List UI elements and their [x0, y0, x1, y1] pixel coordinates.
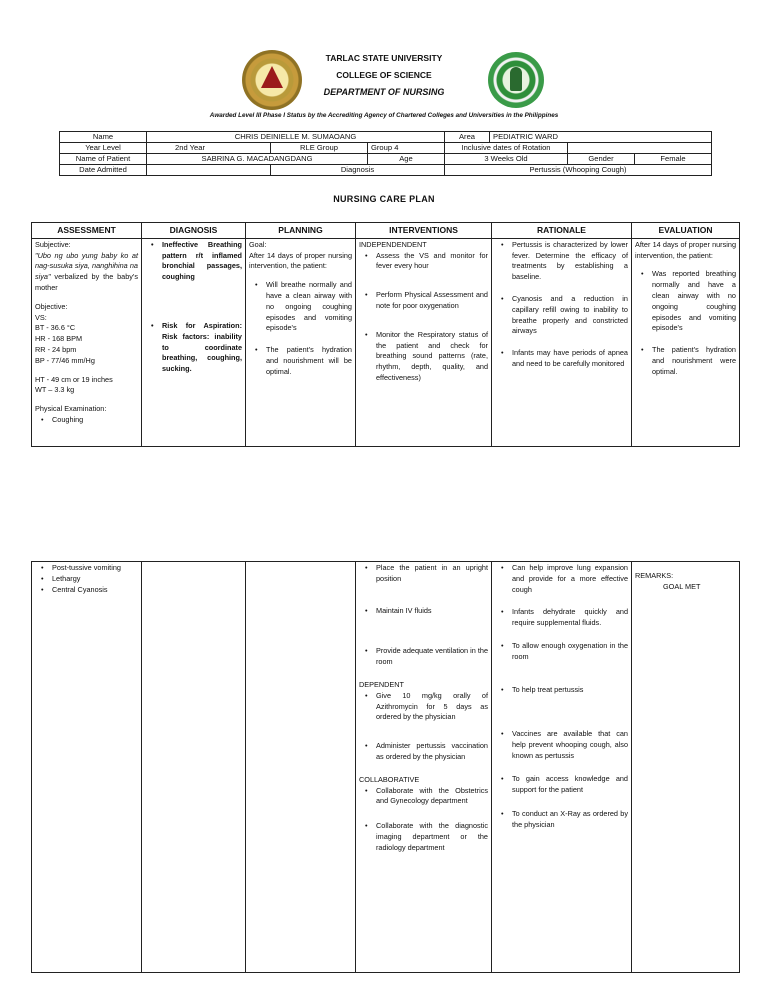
col-planning: PLANNING	[246, 223, 356, 239]
intervention-item: • Place the patient in an upright position	[376, 563, 488, 585]
vital-hr: HR - 168 BPM	[35, 334, 83, 344]
vital-bp: BP - 77/46 mm/Hg	[35, 355, 95, 365]
goal-text: After 14 days of proper nursing intervention, the patient:	[249, 250, 352, 271]
planning-cell	[246, 238, 356, 446]
care-plan-table-page2	[31, 561, 740, 973]
rationale-cell	[492, 238, 632, 446]
remarks-label: REMARKS:	[635, 571, 674, 580]
rationale-item: • To conduct an X-Ray as ordered by the physician	[512, 809, 628, 831]
evaluation-cell	[632, 238, 740, 446]
independent-heading: INDEPENDENDENT	[359, 239, 427, 249]
intervention-item: • Monitor the Respiratory status of the patient and check for breathing sound patterns (rate, rhythm, depth, quality, and effectiveness)	[376, 330, 488, 384]
assessment-item: • Central Cyanosis	[52, 585, 138, 596]
interventions-cell	[356, 238, 492, 446]
admitted-value	[147, 165, 271, 176]
intervention-item: • Give 10 mg/kg orally of Azithromycin for 5 days as ordered by the physician	[376, 691, 488, 723]
year-label: Year Level	[60, 143, 147, 154]
dependent-heading: DEPENDENT	[359, 679, 405, 689]
plan-title: NURSING CARE PLAN	[333, 194, 435, 204]
pe-item: • Coughing	[52, 415, 138, 426]
gender-label: Gender	[568, 154, 635, 165]
rle-label: RLE Group	[271, 143, 368, 154]
assessment-item: • Lethargy	[52, 574, 138, 585]
assessment-cell	[32, 238, 142, 446]
subjective-label: Subjective:	[35, 239, 71, 249]
name-label: Name	[60, 132, 147, 143]
intervention-item: • Collaborate with the diagnostic imaging department or the radiology department	[376, 821, 488, 853]
vital-bt: BT - 36.6 °C	[35, 323, 76, 333]
age-label: Age	[368, 154, 445, 165]
intervention-item: • Provide adequate ventilation in the room	[376, 646, 488, 668]
measure-wt: WT – 3.3 kg	[35, 385, 75, 395]
col-assessment: ASSESSMENT	[32, 223, 142, 239]
intervention-item: • Assess the VS and monitor for fever every hour	[376, 251, 488, 273]
care-plan-table-page1	[31, 222, 740, 447]
vital-rr: RR - 24 bpm	[35, 344, 77, 354]
diagnosis-value: Pertussis (Whooping Cough)	[445, 165, 712, 176]
rationale-item: • Can help improve lung expansion and provide for a more effective cough	[512, 563, 628, 595]
year-value: 2nd Year	[147, 143, 271, 154]
goal-label: Goal:	[249, 239, 267, 249]
evaluation-text: After 14 days of proper nursing intervention, the patient:	[635, 239, 736, 260]
collaborative-heading: COLLABORATIVE	[359, 774, 420, 784]
objective-label: Objective:	[35, 301, 68, 311]
assessment-cell-cont	[32, 562, 142, 973]
remarks-value: GOAL MET	[663, 581, 701, 591]
diagnosis-label: Diagnosis	[271, 165, 445, 176]
student-info-table	[59, 131, 712, 176]
university-name: TARLAC STATE UNIVERSITY	[325, 53, 443, 63]
col-rationale: RATIONALE	[492, 223, 632, 239]
planning-item: • The patient's hydration and nourishment will be optimal.	[266, 345, 352, 377]
patient-label: Name of Patient	[60, 154, 147, 165]
rationale-item: • Infants dehydrate quickly and require supplemental fluids.	[512, 607, 628, 629]
college-name: COLLEGE OF SCIENCE	[336, 70, 432, 80]
rotation-value	[568, 143, 712, 154]
subjective-rest: verbalized by the baby's mother	[35, 272, 138, 292]
rationale-item: • Infants may have periods of apnea and need to be carefully monitored	[512, 348, 628, 370]
area-value: PEDIATRIC WARD	[490, 132, 712, 143]
interventions-cell-cont	[356, 562, 492, 973]
diagnosis-cell	[142, 238, 246, 446]
evaluation-item: • Was reported breathing normally and have a clean airway with no ongoing coughing episodes and vomiting episode's	[652, 269, 736, 334]
rationale-item: • Vaccines are available that can help prevent whooping cough, also known as pertussis	[512, 729, 628, 761]
diagnosis-cell-cont	[142, 562, 246, 973]
assessment-item: • Post-tussive vomiting	[52, 563, 138, 574]
measure-ht: HT - 49 cm or 19 inches	[35, 374, 113, 384]
col-interventions: INTERVENTIONS	[356, 223, 492, 239]
admitted-label: Date Admitted	[60, 165, 147, 176]
diagnosis-item: • Ineffective Breathing pattern r/t inflamed bronchial passages, coughing	[162, 240, 242, 283]
rationale-item: • To gain access knowledge and support for the patient	[512, 774, 628, 796]
intervention-item: • Perform Physical Assessment and note for poor oxygenation	[376, 290, 488, 312]
rationale-item: • To help treat pertussis	[512, 685, 628, 696]
planning-cell-cont	[246, 562, 356, 973]
rationale-item: • Cyanosis and a reduction in capillary refill owing to inability to breathe properly and constricted airways	[512, 294, 628, 337]
department-name: DEPARTMENT OF NURSING	[323, 87, 445, 97]
intervention-item: • Collaborate with the Obstetrics and Gynecology department	[376, 786, 488, 808]
name-value: CHRIS DEINIELLE M. SUMAOANG	[147, 132, 445, 143]
subjective-quote: "Ubo ng ubo yung baby ko at nag-susuka siya, nanghihina na siya"	[35, 250, 138, 282]
vs-label: VS:	[35, 312, 47, 322]
intervention-item: • Administer pertussis vaccination as ordered by the physician	[376, 741, 488, 763]
intervention-item: • Maintain IV fluids	[376, 606, 488, 617]
rationale-item: • To allow enough oxygenation in the room	[512, 641, 628, 663]
patient-value: SABRINA G. MACADANGDANG	[147, 154, 368, 165]
evaluation-cell-cont	[632, 562, 740, 973]
col-diagnosis: DIAGNOSIS	[142, 223, 246, 239]
rle-value: Group 4	[368, 143, 445, 154]
area-label: Area	[445, 132, 490, 143]
diagnosis-item: • Risk for Aspiration: Risk factors: inability to coordinate breathing, coughing, sucking.	[162, 321, 242, 375]
gender-value: Female	[635, 154, 712, 165]
evaluation-item: • The patient's hydration and nourishment were optimal.	[652, 345, 736, 377]
rotation-label: Inclusive dates of Rotation	[445, 143, 568, 154]
rationale-item: • Pertussis is characterized by lower fever. Determine the efficacy of treatments by establishing a baseline.	[512, 240, 628, 283]
col-evaluation: EVALUATION	[632, 223, 740, 239]
planning-item: • Will breathe normally and have a clean airway with no ongoing coughing episodes and vomiting episode's	[266, 280, 352, 334]
rationale-cell-cont	[492, 562, 632, 973]
award-statement: Awarded Level III Phase I Status by the Accrediting Agency of Chartered Colleges and Universities in the Philippines	[209, 112, 559, 119]
pe-label: Physical Examination:	[35, 404, 107, 414]
age-value: 3 Weeks Old	[445, 154, 568, 165]
letterhead	[0, 50, 768, 101]
